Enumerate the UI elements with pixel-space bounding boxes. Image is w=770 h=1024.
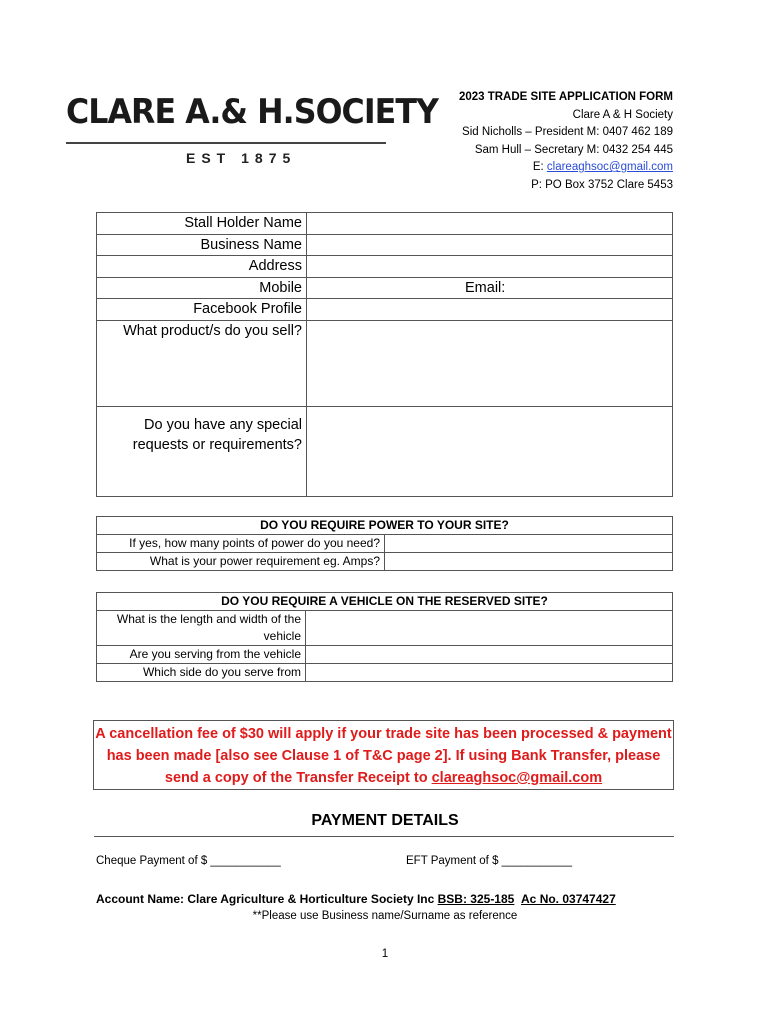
notice-email-link[interactable]: clareaghsoc@gmail.com [431,770,603,786]
table-row [97,646,673,664]
cancellation-notice [93,720,674,790]
products-label: What product/s do you sell? [97,320,307,406]
table-row [97,664,673,682]
vehicle-size-label: What is the length and width of the vehicle [97,611,306,646]
business-name-field[interactable] [307,234,673,256]
email-prefix: E: [532,161,547,173]
cancellation-text: A cancellation fee of $30 will apply if your trade site has been processed & payment has been made [also see Clause 1 of T&C page 2]. If using Bank Transfer, please send a copy of the Transfer Receipt to [95,726,672,786]
power-points-label: If yes, how many points of power do you need? [97,535,385,553]
products-field[interactable] [307,320,673,406]
org-name: Clare A & H Society [572,108,673,121]
address-field[interactable] [307,256,673,278]
po-box: P: PO Box 3752 Clare 5453 [531,178,673,191]
address-label: Address [97,256,307,278]
table-row [97,234,673,256]
stall-holder-name-field[interactable] [307,213,673,235]
table-row [97,611,673,646]
account-details [96,892,616,906]
header-contact-block [353,89,673,194]
account-number: Ac No. 03747427 [521,892,616,906]
special-requests-label: Do you have any special requests or requirements? [97,406,307,496]
logo-rule [66,142,386,144]
vehicle-heading: DO YOU REQUIRE A VEHICLE ON THE RESERVED SITE? [97,593,673,611]
serving-from-vehicle-field[interactable] [306,646,673,664]
table-row [97,320,673,406]
page-number: 1 [381,948,389,960]
vehicle-table [96,592,673,682]
special-requests-field[interactable] [307,406,673,496]
stall-holder-name-label: Stall Holder Name [97,213,307,235]
business-name-label: Business Name [97,234,307,256]
cheque-payment[interactable]: Cheque Payment of $ ___________ [96,855,281,867]
power-heading: DO YOU REQUIRE POWER TO YOUR SITE? [97,517,673,535]
email-label: Email: [465,279,506,296]
mobile-email-field[interactable] [307,277,673,299]
stall-holder-table [96,212,673,497]
serve-side-field[interactable] [306,664,673,682]
power-table [96,516,673,571]
form-title: 2023 TRADE SITE APPLICATION FORM [458,91,673,103]
power-requirement-field[interactable] [385,553,673,571]
facebook-field[interactable] [307,299,673,321]
table-row [97,299,673,321]
payment-divider [94,836,674,837]
logo-title: CLARE A.& H.SOCIETY [66,92,438,132]
reference-note: **Please use Business name/Surname as reference [252,910,518,922]
secretary-contact: Sam Hull – Secretary M: 0432 254 445 [474,143,673,156]
power-requirement-label: What is your power requirement eg. Amps? [97,553,385,571]
serve-side-label: Which side do you serve from [97,664,306,682]
serving-from-vehicle-label: Are you serving from the vehicle [97,646,306,664]
payment-heading: PAYMENT DETAILS [311,812,459,829]
table-row [97,277,673,299]
logo-established: EST 1875 [186,150,297,166]
mobile-label: Mobile [97,277,307,299]
facebook-label: Facebook Profile [97,299,307,321]
president-contact: Sid Nicholls – President M: 0407 462 189 [462,126,673,138]
bsb-number: BSB: 325-185 [437,892,515,906]
table-row [97,517,673,535]
table-row [97,213,673,235]
email-link[interactable]: clareaghsoc@gmail.com [546,161,673,173]
table-row [97,553,673,571]
power-points-field[interactable] [385,535,673,553]
email-line [353,159,673,177]
account-name: Account Name: Clare Agriculture & Horticulture Society Inc [96,892,438,906]
table-row [97,535,673,553]
vehicle-size-field[interactable] [306,611,673,646]
table-row [97,256,673,278]
eft-payment[interactable]: EFT Payment of $ ___________ [406,855,573,867]
table-row [97,593,673,611]
table-row [97,406,673,496]
